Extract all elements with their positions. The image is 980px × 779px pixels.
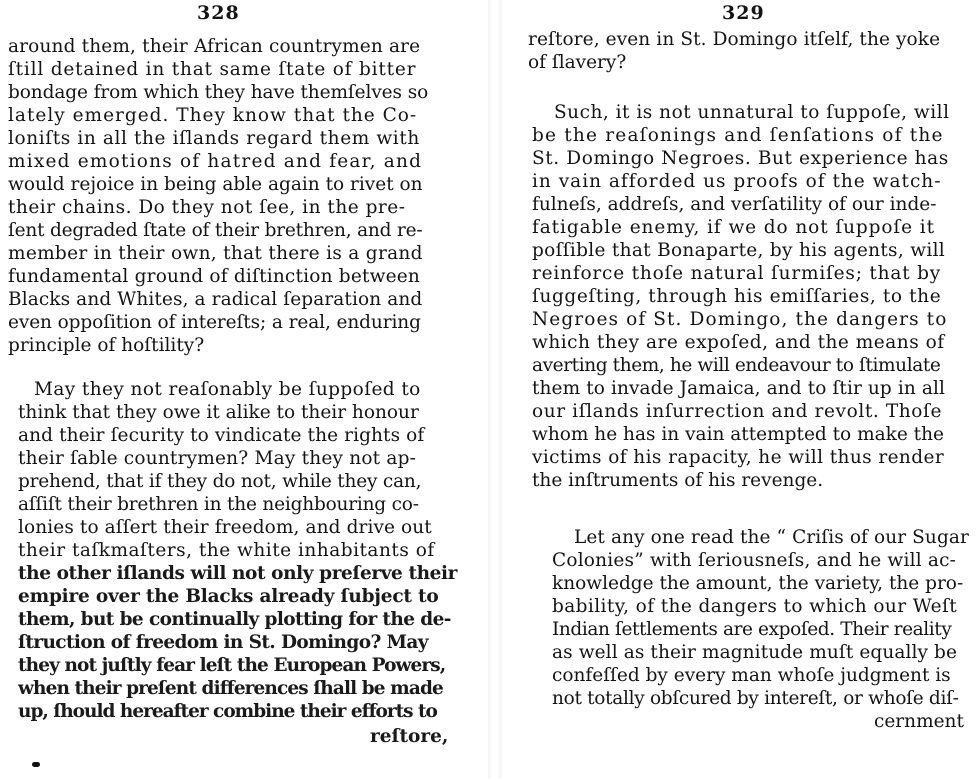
text-line: think that they owe it alike to their honour bbox=[18, 402, 419, 423]
text-line: aſſiſt their brethren in the neighbouring co- bbox=[18, 494, 419, 515]
text-line: the inſtruments of his revenge. bbox=[532, 470, 824, 491]
text-line: around them, their African countrymen are bbox=[8, 36, 421, 57]
paragraph-start: May they not reaſonably be ſuppoſed to bbox=[34, 379, 421, 400]
text-line: whom he has in vain attempted to make the bbox=[532, 424, 944, 445]
text-line: them to invade Jamaica, and to ſtir up in all bbox=[532, 378, 945, 399]
text-line: knowledge the amount, the variety, the pro- bbox=[552, 573, 964, 594]
text-line: victims of his rapacity, he will thus render bbox=[532, 447, 945, 468]
paragraph-start: Let any one read the “ Criſis of our Sugar bbox=[574, 527, 969, 548]
text-line: confeſſed by every man whoſe judgment is bbox=[552, 665, 951, 686]
text-line: lonies to aſſert their freedom, and drive out bbox=[18, 517, 432, 538]
text-line: their taſkmaſters, the white inhabitants of bbox=[18, 540, 435, 561]
catchword: reſtore, bbox=[370, 726, 449, 747]
text-line: the other iſlands will not only preſerve their bbox=[18, 563, 458, 584]
text-line: Colonies” with ſeriousneſs, and he will ac- bbox=[552, 550, 957, 571]
text-line: their ſable countrymen? May they not ap- bbox=[18, 448, 417, 469]
text-line: principle of hoſtility? bbox=[8, 335, 205, 356]
text-line: their chains. Do they not ſee, in the pre- bbox=[8, 197, 406, 218]
text-line: and their ſecurity to vindicate the rights of bbox=[18, 425, 425, 446]
text-line: prehend, that if they do not, while they can, bbox=[18, 471, 422, 492]
left-page-number: 328 bbox=[197, 2, 240, 24]
paragraph-start: Such, it is not unnatural to ſuppoſe, will bbox=[554, 102, 950, 123]
text-line: ſtruction of freedom in St. Domingo? May bbox=[18, 632, 428, 653]
text-line: reinforce thoſe natural ſurmiſes; that by bbox=[532, 263, 942, 284]
text-line: as well as their magnitude muſt equally be bbox=[552, 642, 958, 663]
text-line: bability, of the dangers to which our Weſt bbox=[552, 596, 958, 617]
text-line: Indian ſettlements are expoſed. Their reality bbox=[552, 619, 952, 640]
right-page-number: 329 bbox=[722, 2, 765, 24]
text-line: lately emerged. They know that the Co- bbox=[8, 105, 418, 126]
text-line: ſtill detained in that same ſtate of bitter bbox=[8, 59, 417, 80]
text-line: would rejoice in being able again to rivet on bbox=[8, 174, 423, 195]
text-line: mixed emotions of hatred and fear, and bbox=[8, 151, 423, 172]
text-line: up, ſhould hereafter combine their efforts to bbox=[18, 701, 437, 722]
text-line: empire over the Blacks already ſubject to bbox=[18, 586, 439, 607]
text-line: fatigable enemy, if we do not ſuppoſe it bbox=[532, 217, 935, 238]
text-line: in vain afforded us proofs of the watch- bbox=[532, 171, 942, 192]
text-line: poſſible that Bonaparte, by his agents, will bbox=[532, 240, 945, 261]
text-line: not totally obſcured by intereſt, or whoſe diſ- bbox=[552, 688, 959, 709]
text-line: be the reaſonings and ſenſations of the bbox=[532, 125, 944, 146]
text-line: our iſlands inſurrection and revolt. Thoſe bbox=[532, 401, 943, 422]
text-line: Blacks and Whites, a radical ſeparation and bbox=[8, 289, 423, 310]
text-line: them, but be continually plotting for the de- bbox=[18, 609, 451, 630]
text-line: fundamental ground of diſtinction between bbox=[8, 266, 421, 287]
text-line: Negroes of St. Domingo, the dangers to bbox=[532, 309, 948, 330]
text-line: even oppoſition of intereſts; a real, enduring bbox=[8, 312, 421, 333]
text-line: ſuggeſting, through his emiſſaries, to the bbox=[532, 286, 942, 307]
text-line: loniſts in all the iſlands regard them with bbox=[8, 128, 420, 149]
text-line: they not juſtly fear leſt the European Powers, bbox=[18, 655, 446, 676]
text-line: St. Domingo Negroes. But experience has bbox=[532, 148, 949, 169]
text-line: reſtore, even in St. Domingo itſelf, the yoke bbox=[528, 29, 941, 50]
text-line: bondage from which they have themſelves so bbox=[8, 82, 429, 103]
text-line: which they are expoſed, and the means of bbox=[532, 332, 945, 353]
text-line: fulneſs, addreſs, and verſatility of our inde- bbox=[532, 194, 937, 215]
text-line: ſent degraded ſtate of their brethren, and re- bbox=[8, 220, 423, 241]
text-line: member in their own, that there is a grand bbox=[8, 243, 423, 264]
text-line: averting them, he will endeavour to ſtimulate bbox=[532, 355, 941, 376]
catchword: cernment bbox=[874, 711, 964, 732]
text-line: when their preſent differences ſhall be made bbox=[18, 678, 443, 699]
ink-mark bbox=[32, 762, 40, 767]
text-line: of ſlavery? bbox=[528, 52, 627, 73]
book-gutter bbox=[488, 0, 502, 779]
